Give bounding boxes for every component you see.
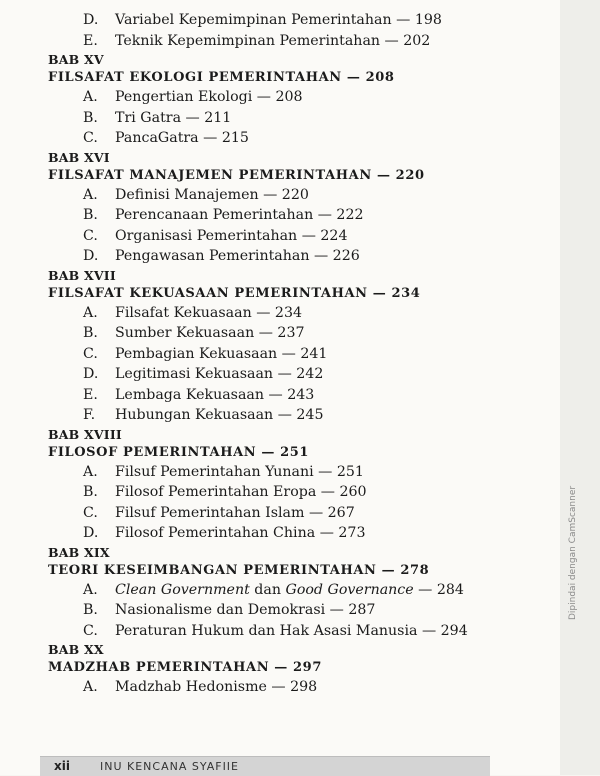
page-footer <box>40 756 490 776</box>
toc-item <box>48 405 558 426</box>
page-number: xii <box>54 759 70 773</box>
item-text: Filosof Pemerintahan China — 273 <box>115 525 366 541</box>
item-letter: F. <box>83 407 96 423</box>
toc-item <box>48 523 558 544</box>
item-text-part: dan <box>249 581 286 598</box>
toc-item <box>48 385 558 406</box>
scanner-watermark: Dipindai dengan CamScanner <box>568 485 578 620</box>
toc-item <box>48 10 558 31</box>
item-letter: C. <box>83 504 98 521</box>
toc-item <box>48 226 558 247</box>
item-text: Tri Gatra — 211 <box>115 109 232 126</box>
item-text: Filsuf Pemerintahan Islam — 267 <box>115 504 355 521</box>
toc-item <box>48 482 558 503</box>
chapter-title: TEORI KESEIMBANGAN PEMERINTAHAN — 278 <box>48 562 430 578</box>
item-letter: A. <box>83 186 98 203</box>
chapter-label: BAB XVII <box>48 267 116 283</box>
item-letter: A. <box>83 463 98 480</box>
item-text: Definisi Manajemen — 220 <box>115 186 309 203</box>
item-text: PancaGatra — 215 <box>115 130 249 146</box>
item-text: Organisasi Pemerintahan — 224 <box>115 227 348 244</box>
item-text: Variabel Kepemimpinan Pemerintahan — 198 <box>115 12 442 28</box>
item-text: Pembagian Kekuasaan — 241 <box>115 345 328 362</box>
toc-item <box>48 344 558 365</box>
item-letter: B. <box>83 207 98 223</box>
item-letter: D. <box>83 525 99 541</box>
item-text: Sumber Kekuasaan — 237 <box>115 325 305 341</box>
item-letter: A. <box>83 304 98 321</box>
item-text: Filsafat Kekuasaan — 234 <box>115 304 303 321</box>
chapter-title: FILOSOF PEMERINTAHAN — 251 <box>48 444 310 460</box>
chapter-label: BAB XVIII <box>48 426 122 442</box>
toc-item <box>48 128 558 149</box>
item-text-part: Clean Government <box>115 581 250 598</box>
toc-item <box>48 600 558 621</box>
toc-item <box>48 364 558 385</box>
item-text <box>115 580 464 601</box>
item-text: Legitimasi Kekuasaan — 242 <box>115 366 324 382</box>
item-letter: C. <box>83 345 98 362</box>
item-letter: A. <box>83 679 98 695</box>
chapter-label: BAB XX <box>48 642 104 657</box>
item-letter: B. <box>83 484 98 500</box>
toc-item <box>48 462 558 483</box>
item-text: Lembaga Kekuasaan — 243 <box>115 386 315 403</box>
item-text: Madzhab Hedonisme — 298 <box>115 679 318 695</box>
item-text: Teknik Kepemimpinan Pemerintahan — 202 <box>115 32 431 49</box>
item-text: Hubungan Kekuasaan — 245 <box>115 407 324 423</box>
chapter-label: BAB XV <box>48 52 104 67</box>
item-text: Nasionalisme dan Demokrasi — 287 <box>115 602 376 618</box>
item-letter: B. <box>83 325 98 341</box>
toc-item <box>48 87 558 108</box>
toc-item <box>48 323 558 344</box>
toc-item <box>48 303 558 324</box>
item-letter: B. <box>83 109 98 126</box>
item-text: Perencanaan Pemerintahan — 222 <box>115 207 364 223</box>
item-letter: C. <box>83 622 98 639</box>
item-letter: A. <box>83 581 98 598</box>
toc-item <box>48 677 558 698</box>
item-letter: D. <box>83 248 99 264</box>
item-letter: C. <box>83 227 98 244</box>
toc-item <box>48 503 558 524</box>
chapter-label: BAB XVI <box>48 149 110 165</box>
item-text: Filosof Pemerintahan Eropa — 260 <box>115 484 367 500</box>
item-text-part: Good Governance <box>285 581 414 598</box>
toc-item <box>48 621 558 642</box>
chapter-title: MADZHAB PEMERINTAHAN — 297 <box>48 660 322 675</box>
toc-item <box>48 185 558 206</box>
item-letter: A. <box>83 89 98 105</box>
item-text: Peraturan Hukum dan Hak Asasi Manusia — 294 <box>115 622 468 639</box>
running-author: INU KENCANA SYAFIIE <box>100 760 240 773</box>
item-letter: D. <box>83 12 99 28</box>
table-of-contents <box>48 10 558 698</box>
chapter-title: FILSAFAT EKOLOGI PEMERINTAHAN — 208 <box>48 70 395 85</box>
item-letter: C. <box>83 130 98 146</box>
toc-item <box>48 108 558 129</box>
toc-item <box>48 205 558 226</box>
item-text: Pengertian Ekologi — 208 <box>115 89 303 105</box>
item-letter: B. <box>83 602 98 618</box>
chapter-title: FILSAFAT MANAJEMEN PEMERINTAHAN — 220 <box>48 167 425 183</box>
toc-item <box>48 580 558 601</box>
chapter-title: FILSAFAT KEKUASAAN PEMERINTAHAN — 234 <box>48 285 421 301</box>
item-text: Filsuf Pemerintahan Yunani — 251 <box>115 463 364 480</box>
item-letter: E. <box>83 32 98 49</box>
item-letter: E. <box>83 386 98 403</box>
item-text-part: — 284 <box>413 581 464 598</box>
toc-item <box>48 31 558 52</box>
item-text: Pengawasan Pemerintahan — 226 <box>115 248 360 264</box>
toc-item <box>48 246 558 267</box>
item-letter: D. <box>83 366 99 382</box>
scan-margin <box>560 0 600 775</box>
chapter-label: BAB XIX <box>48 544 110 560</box>
